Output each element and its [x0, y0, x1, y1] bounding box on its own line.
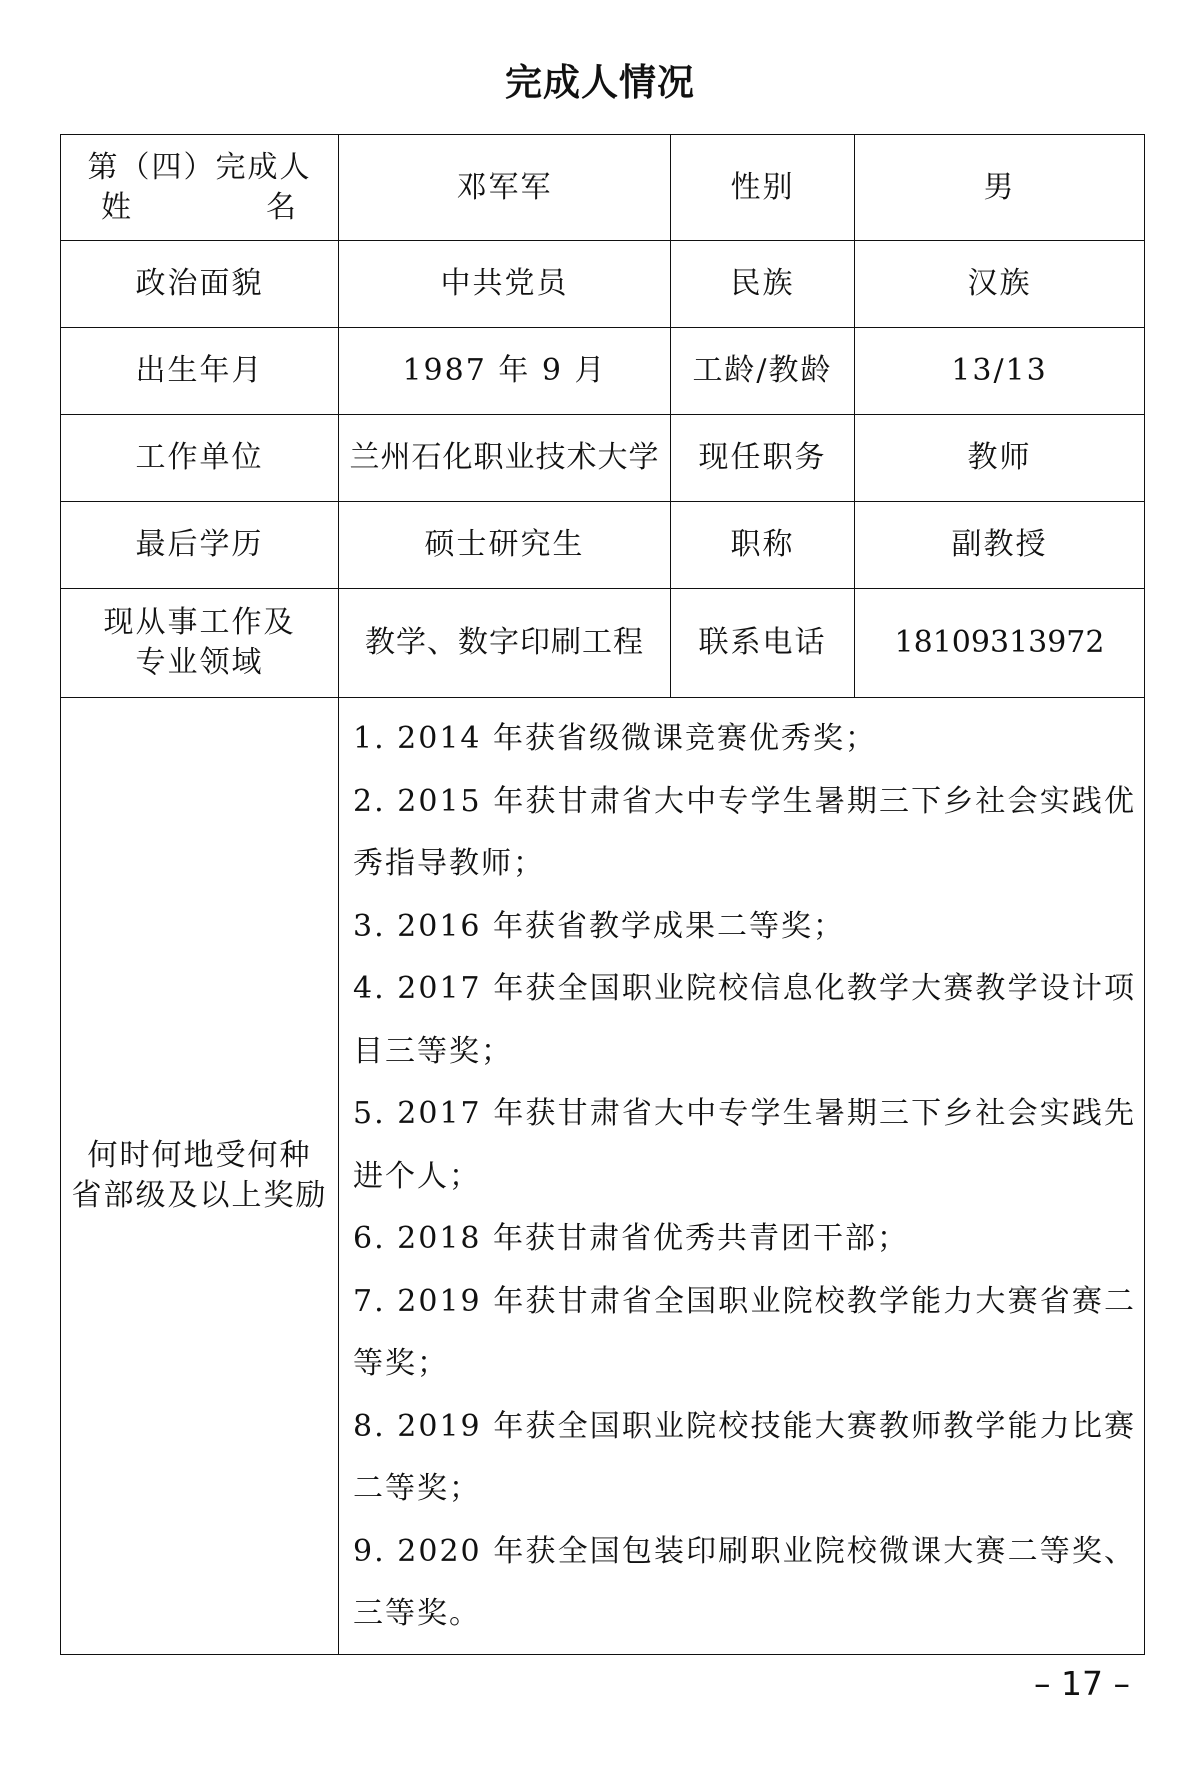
list-item: 4. 2017 年获全国职业院校信息化教学大赛教学设计项目三等奖；	[353, 971, 1136, 1069]
title-value: 副教授	[855, 502, 1145, 589]
name-value: 邓军军	[339, 135, 671, 241]
political-label: 政治面貌	[61, 241, 339, 328]
name-label-left: 姓	[101, 189, 133, 225]
field-label-cell	[61, 589, 339, 698]
page-number: – 17 –	[1034, 1664, 1130, 1703]
list-item: 8. 2019 年获全国职业院校技能大赛教师教学能力比赛二等奖；	[353, 1408, 1136, 1506]
birth-value: 1987 年 9 月	[339, 328, 671, 415]
table-row	[61, 415, 1145, 502]
education-value: 硕士研究生	[339, 502, 671, 589]
list-item: 6. 2018 年获甘肃省优秀共青团干部；	[353, 1221, 910, 1256]
gender-label: 性别	[671, 135, 855, 241]
awards-list	[339, 698, 1145, 1655]
position-label: 现任职务	[671, 415, 855, 502]
list-item: 7. 2019 年获甘肃省全国职业院校教学能力大赛省赛二等奖；	[353, 1283, 1136, 1381]
position-value: 教师	[855, 415, 1145, 502]
list-item: 2. 2015 年获甘肃省大中专学生暑期三下乡社会实践优秀指导教师；	[353, 783, 1136, 881]
title-label: 职称	[671, 502, 855, 589]
field-label-line2: 专业领域	[135, 645, 264, 680]
awards-label-line2: 省部级及以上奖励	[71, 1177, 328, 1213]
list-item: 9. 2020 年获全国包装印刷职业院校微课大赛二等奖、三等奖。	[353, 1533, 1136, 1631]
list-item: 1. 2014 年获省级微课竞赛优秀奖；	[353, 721, 878, 756]
table-row	[61, 241, 1145, 328]
name-label-line1: 第（四）完成人	[87, 149, 312, 185]
ethnicity-label: 民族	[671, 241, 855, 328]
seniority-value: 13/13	[855, 328, 1145, 415]
table-row	[61, 502, 1145, 589]
list-item: 3. 2016 年获省教学成果二等奖；	[353, 908, 846, 944]
education-label: 最后学历	[61, 502, 339, 589]
political-value: 中共党员	[339, 241, 671, 328]
field-label-line1: 现从事工作及	[103, 605, 296, 640]
awards-label-cell	[61, 698, 339, 1655]
completer-info-table	[60, 134, 1145, 1655]
field-value: 教学、数字印刷工程	[339, 589, 671, 698]
page-title: 完成人情况	[505, 61, 695, 104]
name-label-cell	[61, 135, 339, 241]
name-label-right: 名	[266, 189, 298, 225]
table-row	[61, 698, 1145, 1655]
gender-value: 男	[855, 135, 1145, 241]
awards-label-line1: 何时何地受何种	[87, 1137, 312, 1173]
phone-label: 联系电话	[671, 589, 855, 698]
employer-value: 兰州石化职业技术大学	[339, 415, 671, 502]
phone-value: 18109313972	[855, 589, 1145, 698]
table-row	[61, 328, 1145, 415]
name-label-line2	[67, 188, 332, 228]
list-item: 5. 2017 年获甘肃省大中专学生暑期三下乡社会实践先进个人；	[353, 1096, 1136, 1194]
birth-label: 出生年月	[61, 328, 339, 415]
ethnicity-value: 汉族	[855, 241, 1145, 328]
table-row	[61, 135, 1145, 241]
employer-label: 工作单位	[61, 415, 339, 502]
seniority-label: 工龄/教龄	[671, 328, 855, 415]
table-row	[61, 589, 1145, 698]
